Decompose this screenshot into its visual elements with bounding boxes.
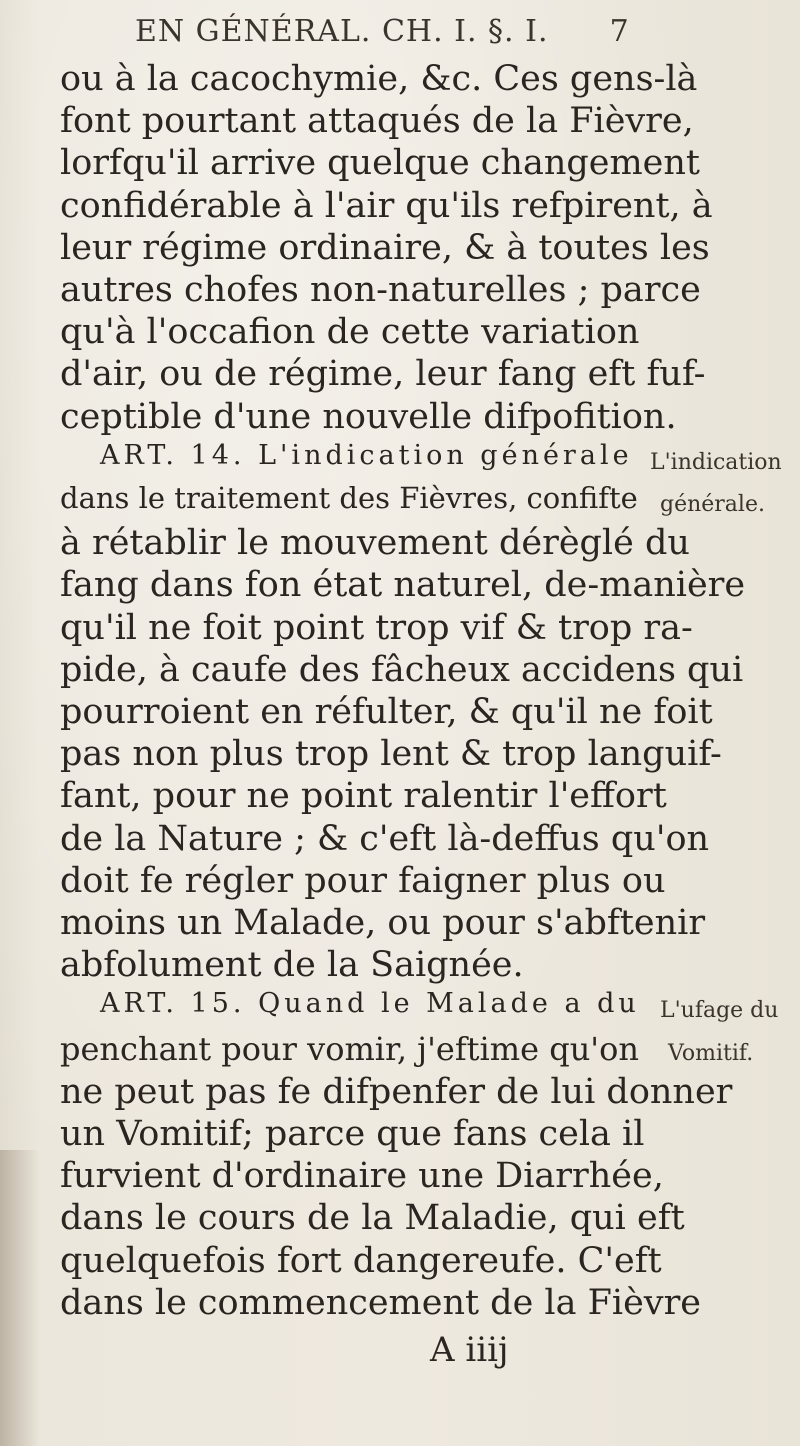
text-line: d'air, ou de régime, leur fang eft fuf- (60, 354, 706, 395)
article-heading-15: ART. 15. Quand le Malade a du (100, 988, 640, 1020)
margin-note-line: générale. (660, 492, 765, 517)
text-line: qu'à l'occafion de cette variation (60, 312, 640, 353)
text-line: à rétablir le mouvement dérèglé du (60, 523, 690, 564)
text-line: dans le cours de la Maladie, qui eft (60, 1198, 685, 1239)
running-header (135, 14, 685, 49)
text-line: pourroient en réfulter, & qu'il ne foit (60, 692, 713, 732)
text-line: ne peut pas fe difpenfer de lui donner (60, 1071, 733, 1112)
margin-note-line: Vomitif. (668, 1040, 754, 1066)
text-line: pas non plus trop lent & trop languif- (60, 734, 722, 775)
text-line: lorfqu'il arrive quelque changement (60, 143, 700, 184)
text-line: de la Nature ; & c'eft là-deffus qu'on (60, 818, 710, 859)
running-title: EN GÉNÉRAL. CH. I. §. I. (135, 14, 549, 49)
page-edge-shadow (0, 1150, 40, 1446)
catchword: A iiij (430, 1330, 509, 1370)
margin-note-line: L'ufage du (660, 998, 779, 1024)
text-line: fang dans fon état naturel, de-manière (60, 565, 746, 606)
margin-note-line: L'indication (650, 449, 782, 475)
text-line: ceptible d'une nouvelle difpofition. (60, 396, 677, 437)
text-line: moins un Malade, ou pour s'abftenir (60, 903, 706, 943)
text-line: dans le traitement des Fièvres, confifte (60, 481, 638, 515)
text-line: furvient d'ordinaire une Diarrhée, (60, 1156, 664, 1197)
text-line: confidérable à l'air qu'ils refpirent, à (60, 185, 713, 226)
text-line: qu'il ne foit point trop vif & trop ra- (60, 607, 693, 648)
text-line: abfolument de la Saignée. (60, 945, 524, 986)
text-line: leur régime ordinaire, & à toutes les (60, 227, 710, 268)
text-line: doit fe régler pour faigner plus ou (60, 860, 666, 901)
text-line: pide, à caufe des fâcheux accidens qui (60, 649, 744, 690)
margin-note-indication-2 (660, 492, 765, 517)
text-line: quelquefois fort dangereufe. C'eft (60, 1240, 662, 1281)
text-line: ou à la cacochymie, &c. Ces gens-là (60, 59, 698, 99)
text-line: font pourtant attaqués de la Fièvre, (60, 101, 694, 142)
page-number: 7 (609, 14, 630, 49)
margin-note-vomitif (660, 998, 778, 1023)
article-heading-14: ART. 14. L'indication générale (100, 439, 633, 471)
text-line: dans le commencement de la Fièvre (60, 1282, 702, 1323)
text-line: fant, pour ne point ralentir l'effort (60, 776, 667, 817)
margin-note-vomitif-2 (668, 1041, 753, 1066)
text-line: autres chofes non-naturelles ; parce (60, 270, 701, 310)
text-line: penchant pour vomir, j'eftime qu'on (60, 1029, 639, 1068)
margin-note-indication (650, 450, 782, 475)
text-line: un Vomitif; parce que fans cela il (60, 1114, 645, 1154)
